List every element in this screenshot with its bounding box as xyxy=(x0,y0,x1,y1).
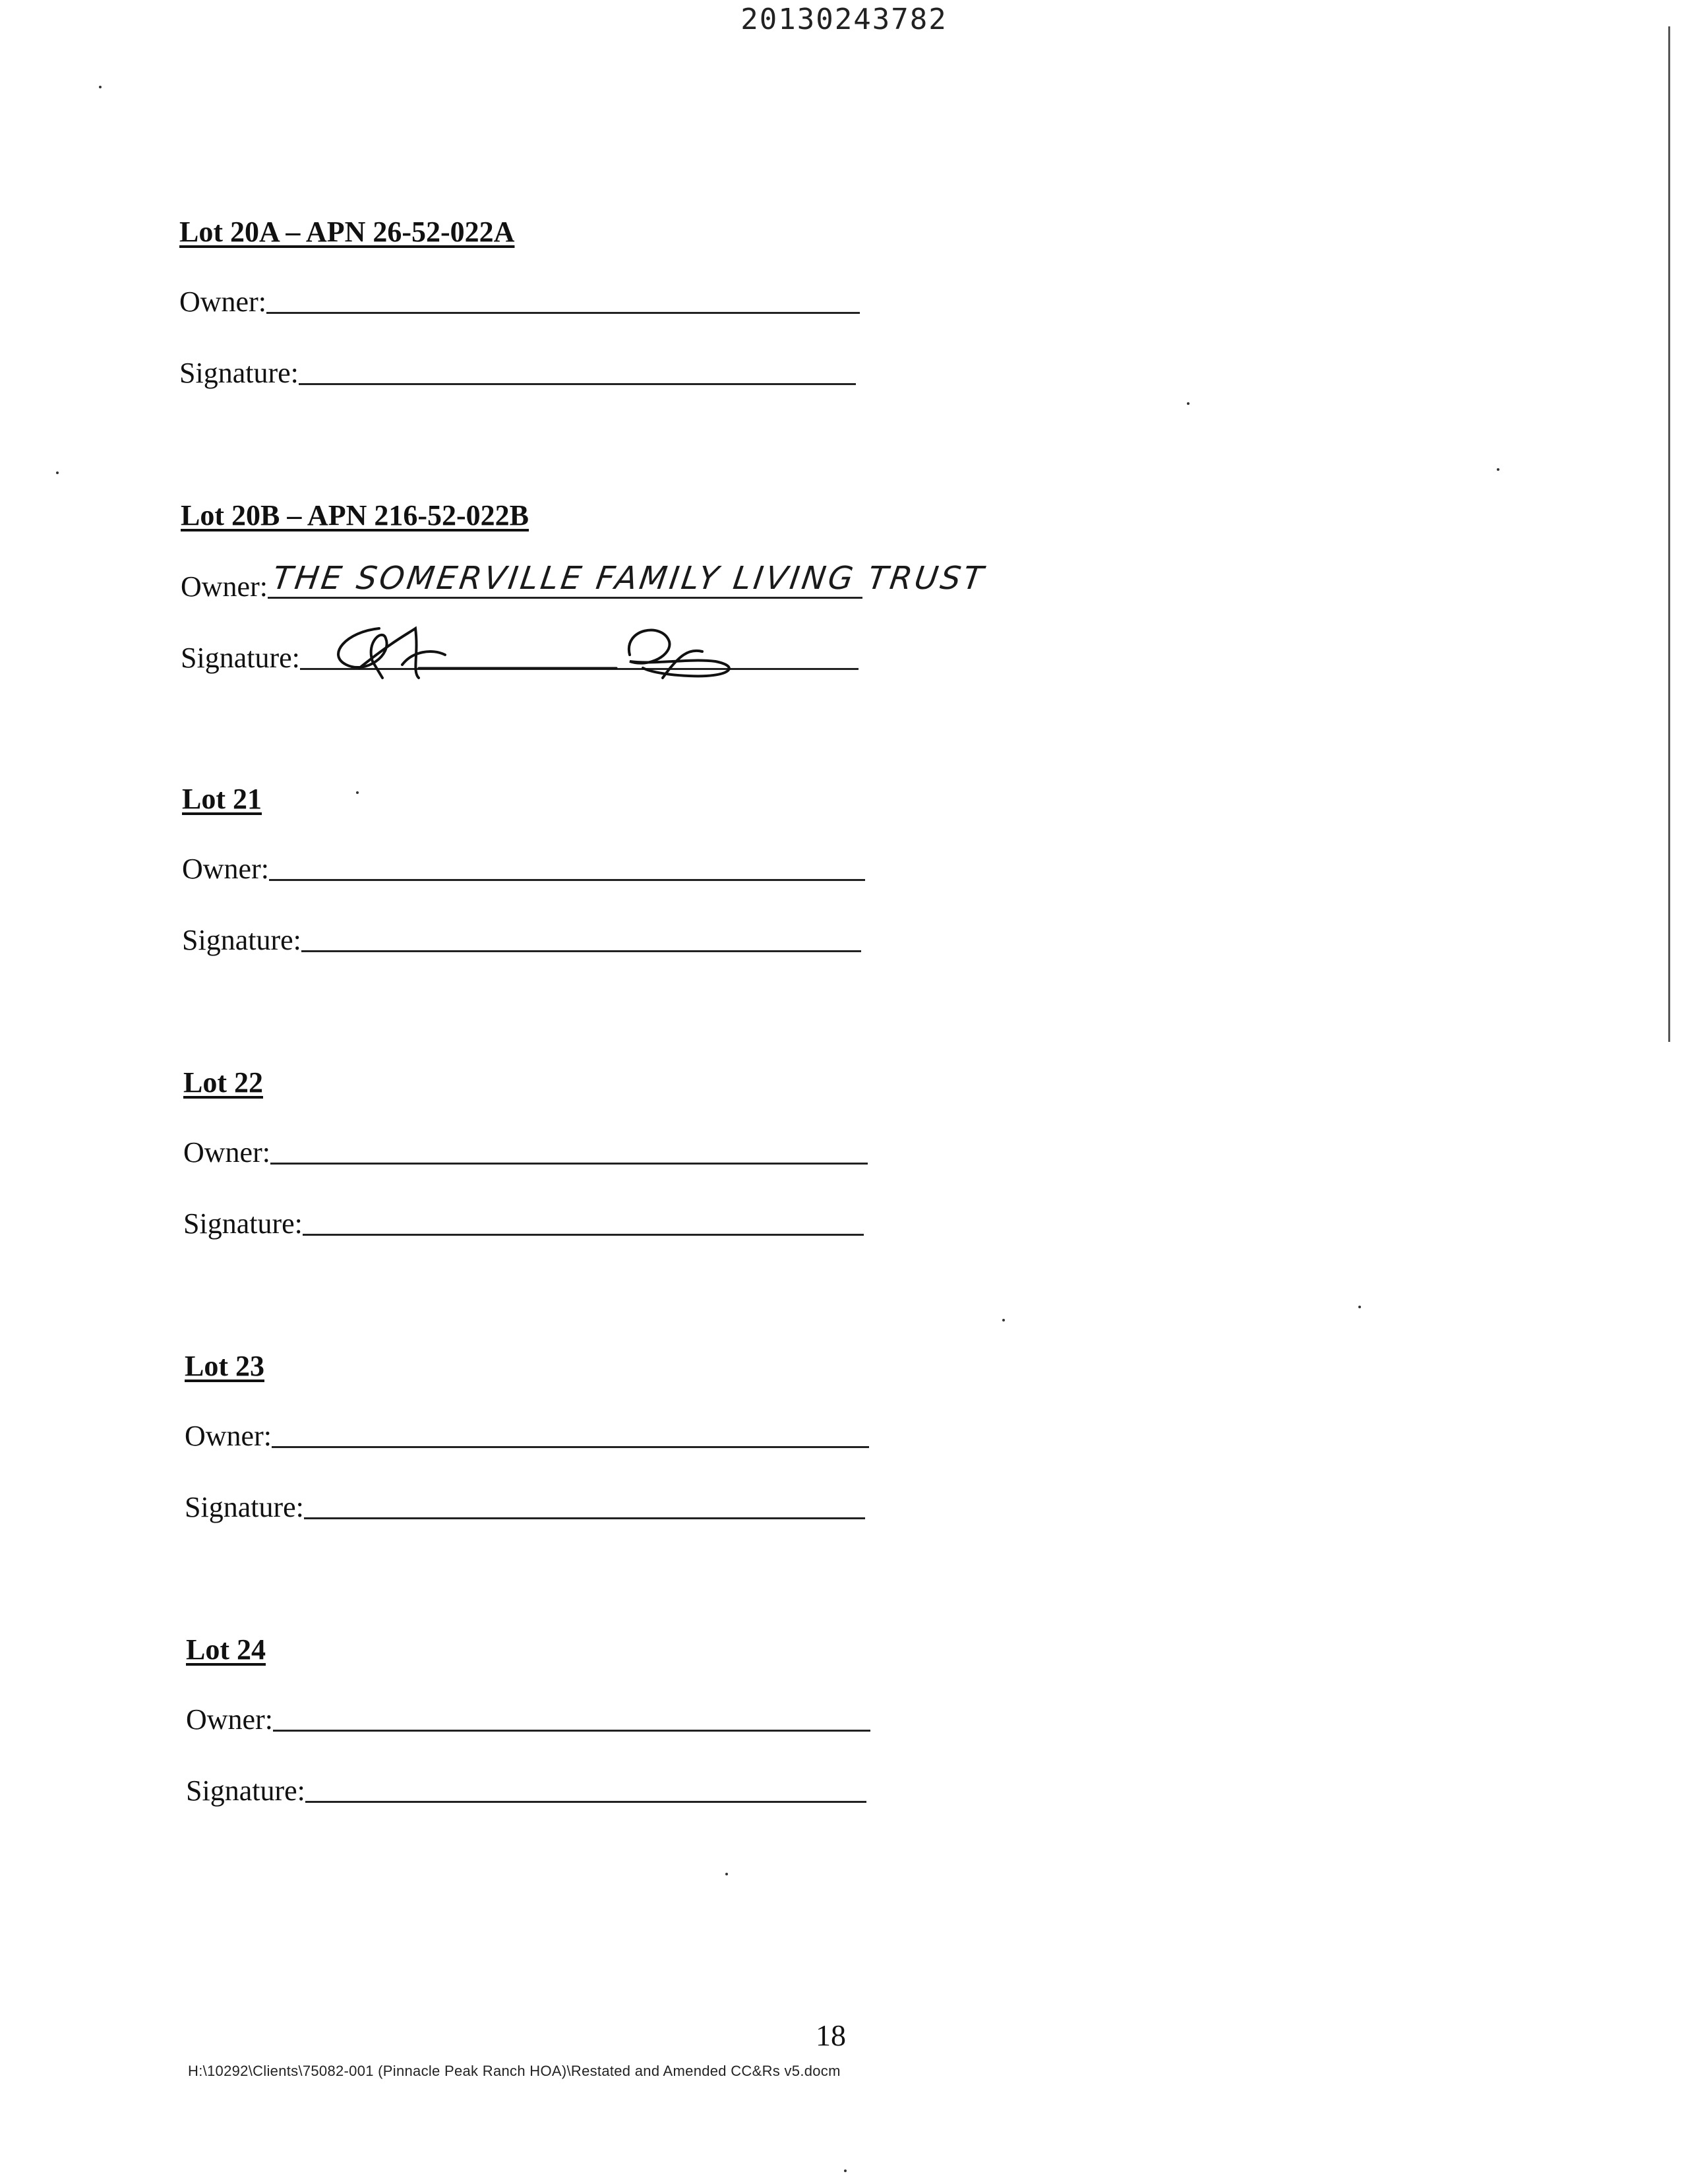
lot-heading: Lot 21 xyxy=(182,783,262,815)
owner-field xyxy=(181,560,988,607)
signature-label: Signature: xyxy=(181,642,300,674)
lot-heading: Lot 23 xyxy=(185,1350,264,1382)
owner-line[interactable] xyxy=(273,1701,870,1732)
scan-speck xyxy=(56,471,59,474)
signature-label: Signature: xyxy=(186,1774,305,1807)
file-path-footer: H:\10292\Clients\75082-001 (Pinnacle Peak Ranch HOA)\Restated and Amended CC&Rs v5.docm xyxy=(188,2063,841,2079)
signature-field xyxy=(185,1488,865,1527)
owner-label: Owner: xyxy=(186,1703,273,1736)
lot-section-21 xyxy=(182,779,973,956)
owner-label: Owner: xyxy=(182,853,269,885)
owner-field xyxy=(182,849,865,889)
signature-line[interactable] xyxy=(303,1205,864,1236)
lot-heading: Lot 20B – APN 216-52-022B xyxy=(181,499,529,531)
owner-line[interactable] xyxy=(268,560,988,599)
signature-label: Signature: xyxy=(183,1207,303,1240)
signature-field xyxy=(181,638,859,678)
owner-field xyxy=(179,282,860,322)
scan-speck xyxy=(1002,1319,1005,1321)
document-number: 20130243782 xyxy=(740,3,948,36)
signature-field xyxy=(182,921,861,960)
scan-speck xyxy=(1187,402,1190,405)
owner-label: Owner: xyxy=(185,1420,272,1452)
lot-section-20a xyxy=(179,212,971,389)
scan-speck xyxy=(725,1873,728,1875)
scan-speck xyxy=(99,86,102,88)
signature-label: Signature: xyxy=(185,1491,304,1523)
signature-field xyxy=(186,1771,866,1811)
owner-line[interactable] xyxy=(270,1134,868,1165)
signature-label: Signature: xyxy=(182,924,301,956)
scan-speck xyxy=(356,791,359,794)
owner-line[interactable] xyxy=(266,283,860,314)
page-number: 18 xyxy=(816,2018,846,2052)
lot-section-23 xyxy=(185,1347,976,1523)
owner-field xyxy=(186,1700,870,1740)
owner-label: Owner: xyxy=(183,1136,270,1168)
signature-line[interactable] xyxy=(304,1488,865,1519)
lot-heading: Lot 22 xyxy=(183,1066,263,1099)
scan-speck xyxy=(844,2169,847,2172)
owner-field xyxy=(185,1416,869,1456)
lot-heading: Lot 24 xyxy=(186,1633,266,1666)
owner-line[interactable] xyxy=(272,1417,869,1448)
handwritten-signature xyxy=(320,615,781,688)
owner-label: Owner: xyxy=(181,570,268,603)
owner-field xyxy=(183,1133,868,1172)
lot-section-22 xyxy=(183,1063,975,1240)
lot-section-24 xyxy=(186,1630,977,1807)
owner-label: Owner: xyxy=(179,286,266,318)
scan-edge-line xyxy=(1668,26,1670,1042)
signature-label: Signature: xyxy=(179,357,299,389)
signature-line[interactable] xyxy=(300,639,859,670)
scan-speck xyxy=(1358,1306,1361,1308)
lot-heading: Lot 20A – APN 26-52-022A xyxy=(179,216,515,248)
signature-line[interactable] xyxy=(299,354,856,385)
signature-field xyxy=(183,1204,864,1244)
signature-line[interactable] xyxy=(305,1772,866,1803)
owner-line[interactable] xyxy=(269,850,865,881)
lot-section-20b xyxy=(181,496,988,674)
signature-line[interactable] xyxy=(301,921,861,952)
signature-field xyxy=(179,353,856,393)
scan-speck xyxy=(1497,468,1499,471)
owner-value: THE SOMERVILLE FAMILY LIVING TRUST xyxy=(270,560,988,597)
